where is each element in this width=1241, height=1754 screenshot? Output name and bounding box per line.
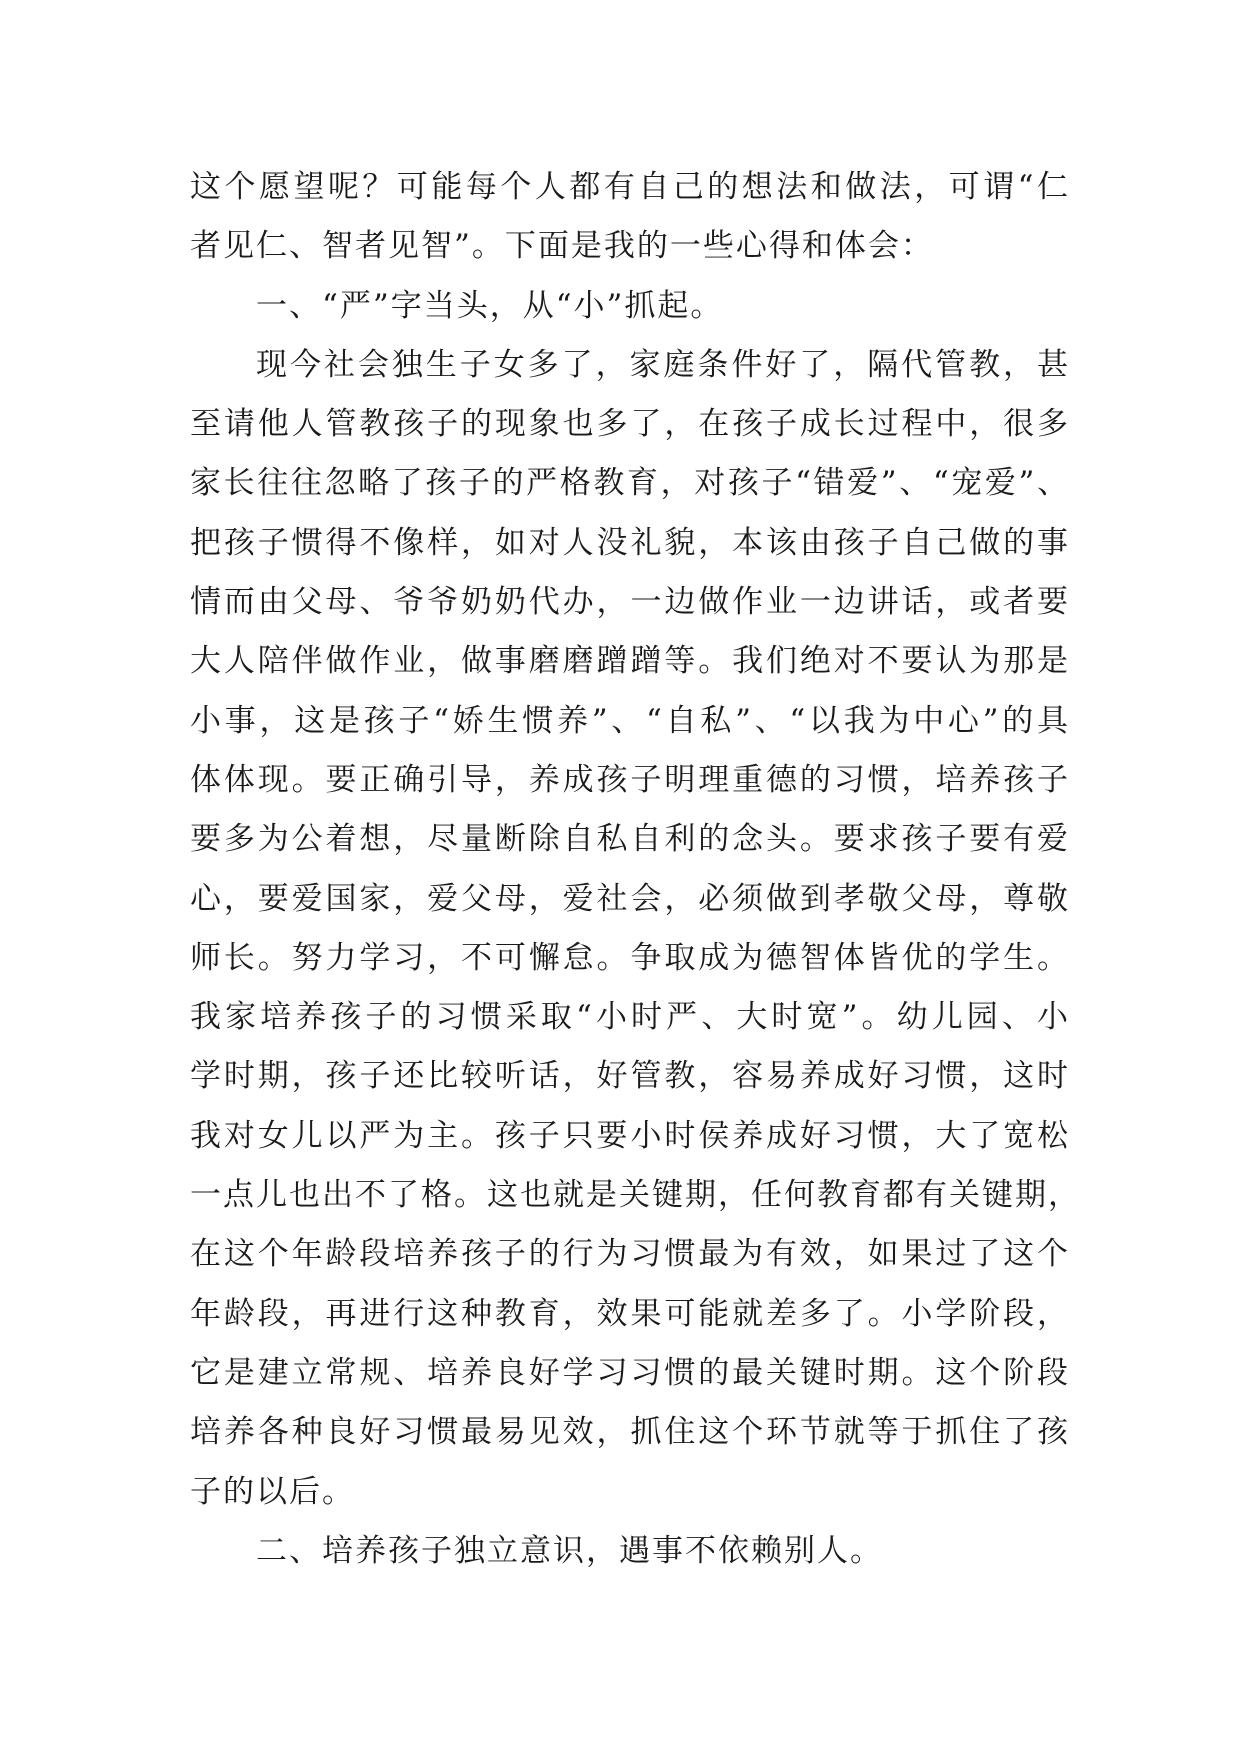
text-line: 大人陪伴做作业，做事磨磨蹭蹭等。我们绝对不要认为那是 <box>190 643 1070 680</box>
text-line: 现今社会独生子女多了，家庭条件好了，隔代管教，甚 <box>256 346 1070 383</box>
text-line: 学时期，孩子还比较听话，好管教，容易养成好习惯，这时 <box>190 1058 1070 1095</box>
text-line: 要多为公着想，尽量断除自私自利的念头。要求孩子要有爱 <box>190 821 1070 858</box>
text-line: 一点儿也出不了格。这也就是关键期，任何教育都有关键期， <box>190 1177 1081 1214</box>
text-line: 小事，这是孩子“娇生惯养”、“自私”、“以我为中心”的具 <box>190 702 1070 739</box>
text-line: 至请他人管教孩子的现象也多了，在孩子成长过程中，很多 <box>190 406 1070 443</box>
text-line: 在这个年龄段培养孩子的行为习惯最为有效，如果过了这个 <box>190 1236 1070 1273</box>
body-text <box>190 158 1081 1581</box>
text-line: 师长。努力学习，不可懈怠。争取成为德智体皆优的学生。 <box>190 939 1070 976</box>
text-line: 家长往往忽略了孩子的严格教育，对孩子“错爱”、“宠爱”、 <box>190 465 1070 502</box>
text-line: 这个愿望呢？可能每个人都有自己的想法和做法，可谓“仁 <box>190 169 1070 205</box>
text-line: 培养各种良好习惯最易见效，抓住这个环节就等于抓住了孩 <box>190 1414 1070 1451</box>
section-heading: 一、“严”字当头，从“小”抓起。 <box>256 287 724 324</box>
text-line: 子的以后。 <box>190 1473 355 1510</box>
text-line: 体体现。要正确引导，养成孩子明理重德的习惯，培养孩子 <box>190 761 1070 798</box>
text-line: 它是建立常规、培养良好学习习惯的最关键时期。这个阶段 <box>190 1354 1070 1391</box>
text-line: 年龄段，再进行这种教育，效果可能就差多了。小学阶段， <box>190 1295 1070 1332</box>
text-line: 情而由父母、爷爷奶奶代办，一边做作业一边讲话，或者要 <box>190 584 1070 621</box>
text-line: 我对女儿以严为主。孩子只要小时侯养成好习惯，大了宽松 <box>190 1117 1070 1154</box>
text-line: 者见仁、智者见智”。下面是我的一些心得和体会： <box>190 228 934 265</box>
text-line: 把孩子惯得不像样，如对人没礼貌，本该由孩子自己做的事 <box>190 524 1070 561</box>
section-heading: 二、培养孩子独立意识，遇事不依赖别人。 <box>256 1532 883 1569</box>
text-line: 我家培养孩子的习惯采取“小时严、大时宽”。幼儿园、小 <box>190 999 1070 1036</box>
text-line: 心，要爱国家，爱父母，爱社会，必须做到孝敬父母，尊敬 <box>190 880 1070 917</box>
